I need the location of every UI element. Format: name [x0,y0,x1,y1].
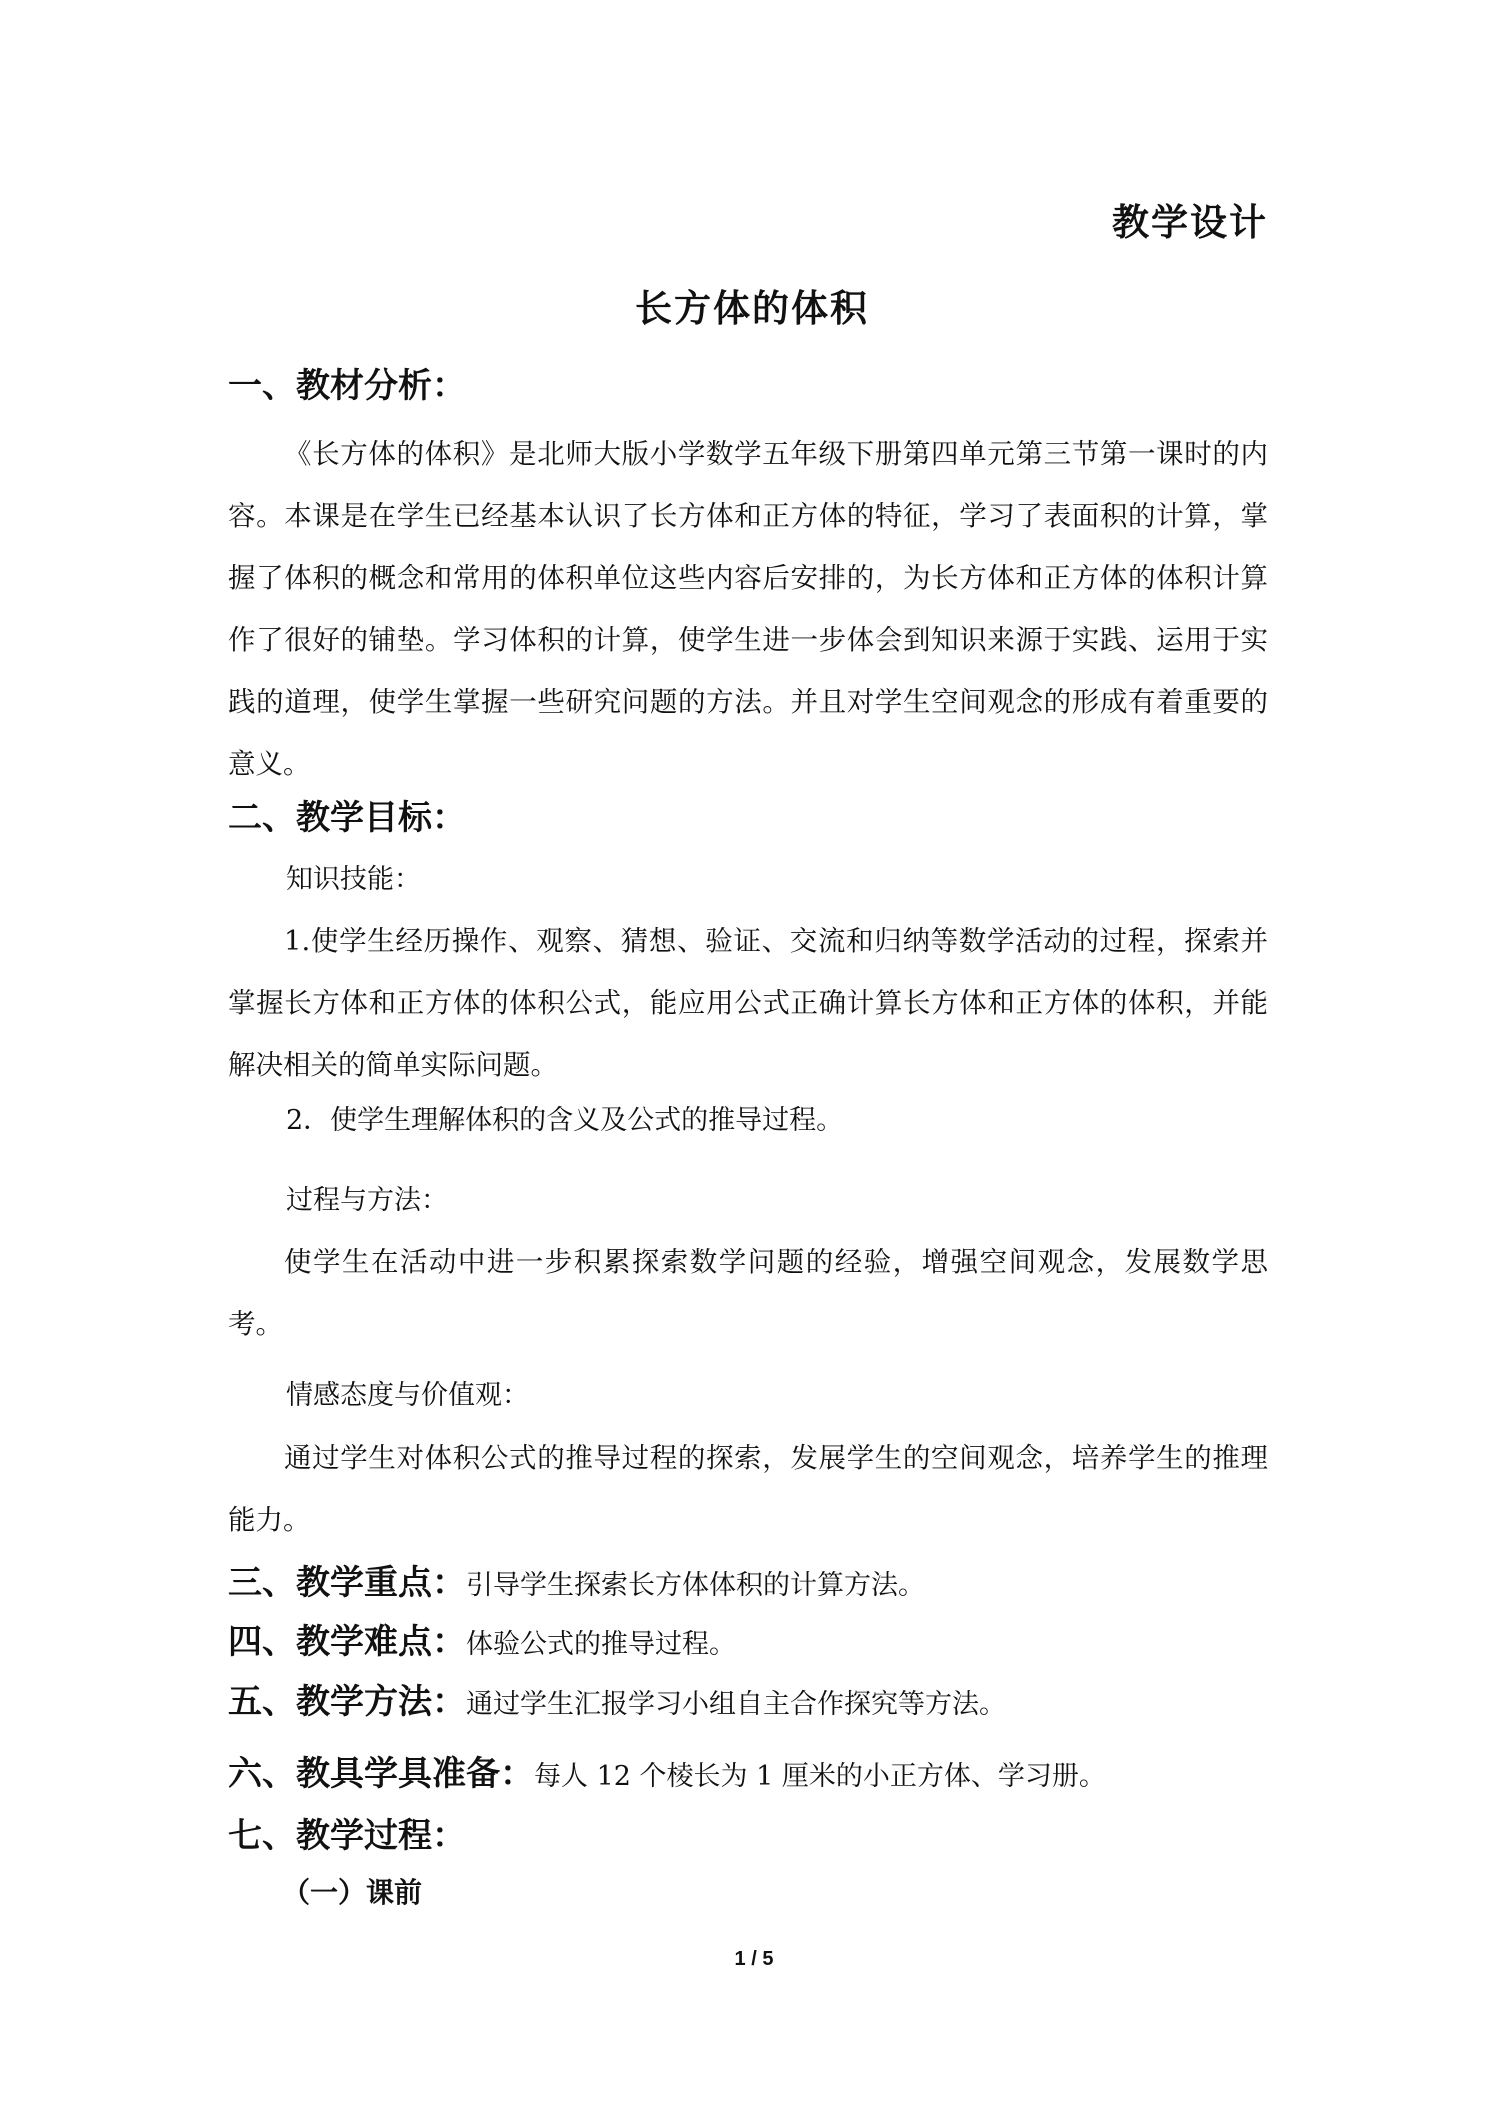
section-heading-textbook-analysis: 一、教材分析： [228,366,466,406]
section-teaching-focus [228,1555,925,1604]
section-heading-teaching-method: 五、教学方法： [228,1682,466,1722]
document-title: 长方体的体积 [635,287,869,330]
process-method-label: 过程与方法： [286,1185,448,1216]
section-heading-teaching-goals: 二、教学目标： [228,798,466,838]
teaching-method-text: 通过学生汇报学习小组自主合作探究等方法。 [466,1689,1006,1720]
teaching-focus-text: 引导学生探索长方体体积的计算方法。 [466,1570,925,1601]
section-teaching-materials [228,1746,1106,1795]
teaching-materials-text: 每人 12 个棱长为 1 厘米的小正方体、学习册。 [534,1761,1106,1792]
section-teaching-difficulty [228,1614,736,1663]
page-number: 1 / 5 [734,1948,774,1970]
section-heading-teaching-process: 七、教学过程： [228,1816,466,1856]
goal-2-paragraph: 2．使学生理解体积的含义及公式的推导过程。 [286,1105,844,1136]
document-type-label: 教学设计 [1112,201,1268,244]
textbook-analysis-paragraph: 《长方体的体积》是北师大版小学数学五年级下册第四单元第三节第一课时的内容。本课是在学生已经基本认识了长方体和正方体的特征，学习了表面积的计算，掌握了体积的概念和常用的体积单位这些内容后安排的，为长方体和正方体的体积计算作了很好的铺垫。学习体积的计算，使学生进一步体会到知识来源于实践、运用于实践的道理，使学生掌握一些研究问题的方法。并且对学生空间观念的形成有着重要的意义。 [228,438,1268,780]
section-heading-teaching-materials: 六、教具学具准备： [228,1754,534,1794]
process-method-paragraph: 使学生在活动中进一步积累探索数学问题的经验，增强空间观念，发展数学思考。 [228,1246,1268,1340]
section-teaching-method [228,1674,1006,1723]
emotion-values-label: 情感态度与价值观： [286,1380,529,1411]
emotion-values-paragraph: 通过学生对体积公式的推导过程的探索，发展学生的空间观念，培养学生的推理能力。 [228,1442,1268,1536]
goal-1-paragraph: 1.使学生经历操作、观察、猜想、验证、交流和归纳等数学活动的过程，探索并掌握长方体和正方体的体积公式，能应用公式正确计算长方体和正方体的体积，并能解决相关的简单实际问题。 [228,925,1268,1081]
teaching-process-sub-1: （一）课前 [282,1876,423,1909]
section-heading-teaching-difficulty: 四、教学难点： [228,1622,466,1662]
section-heading-teaching-focus: 三、教学重点： [228,1563,466,1603]
knowledge-skills-label: 知识技能： [286,864,421,895]
teaching-difficulty-text: 体验公式的推导过程。 [466,1629,736,1660]
